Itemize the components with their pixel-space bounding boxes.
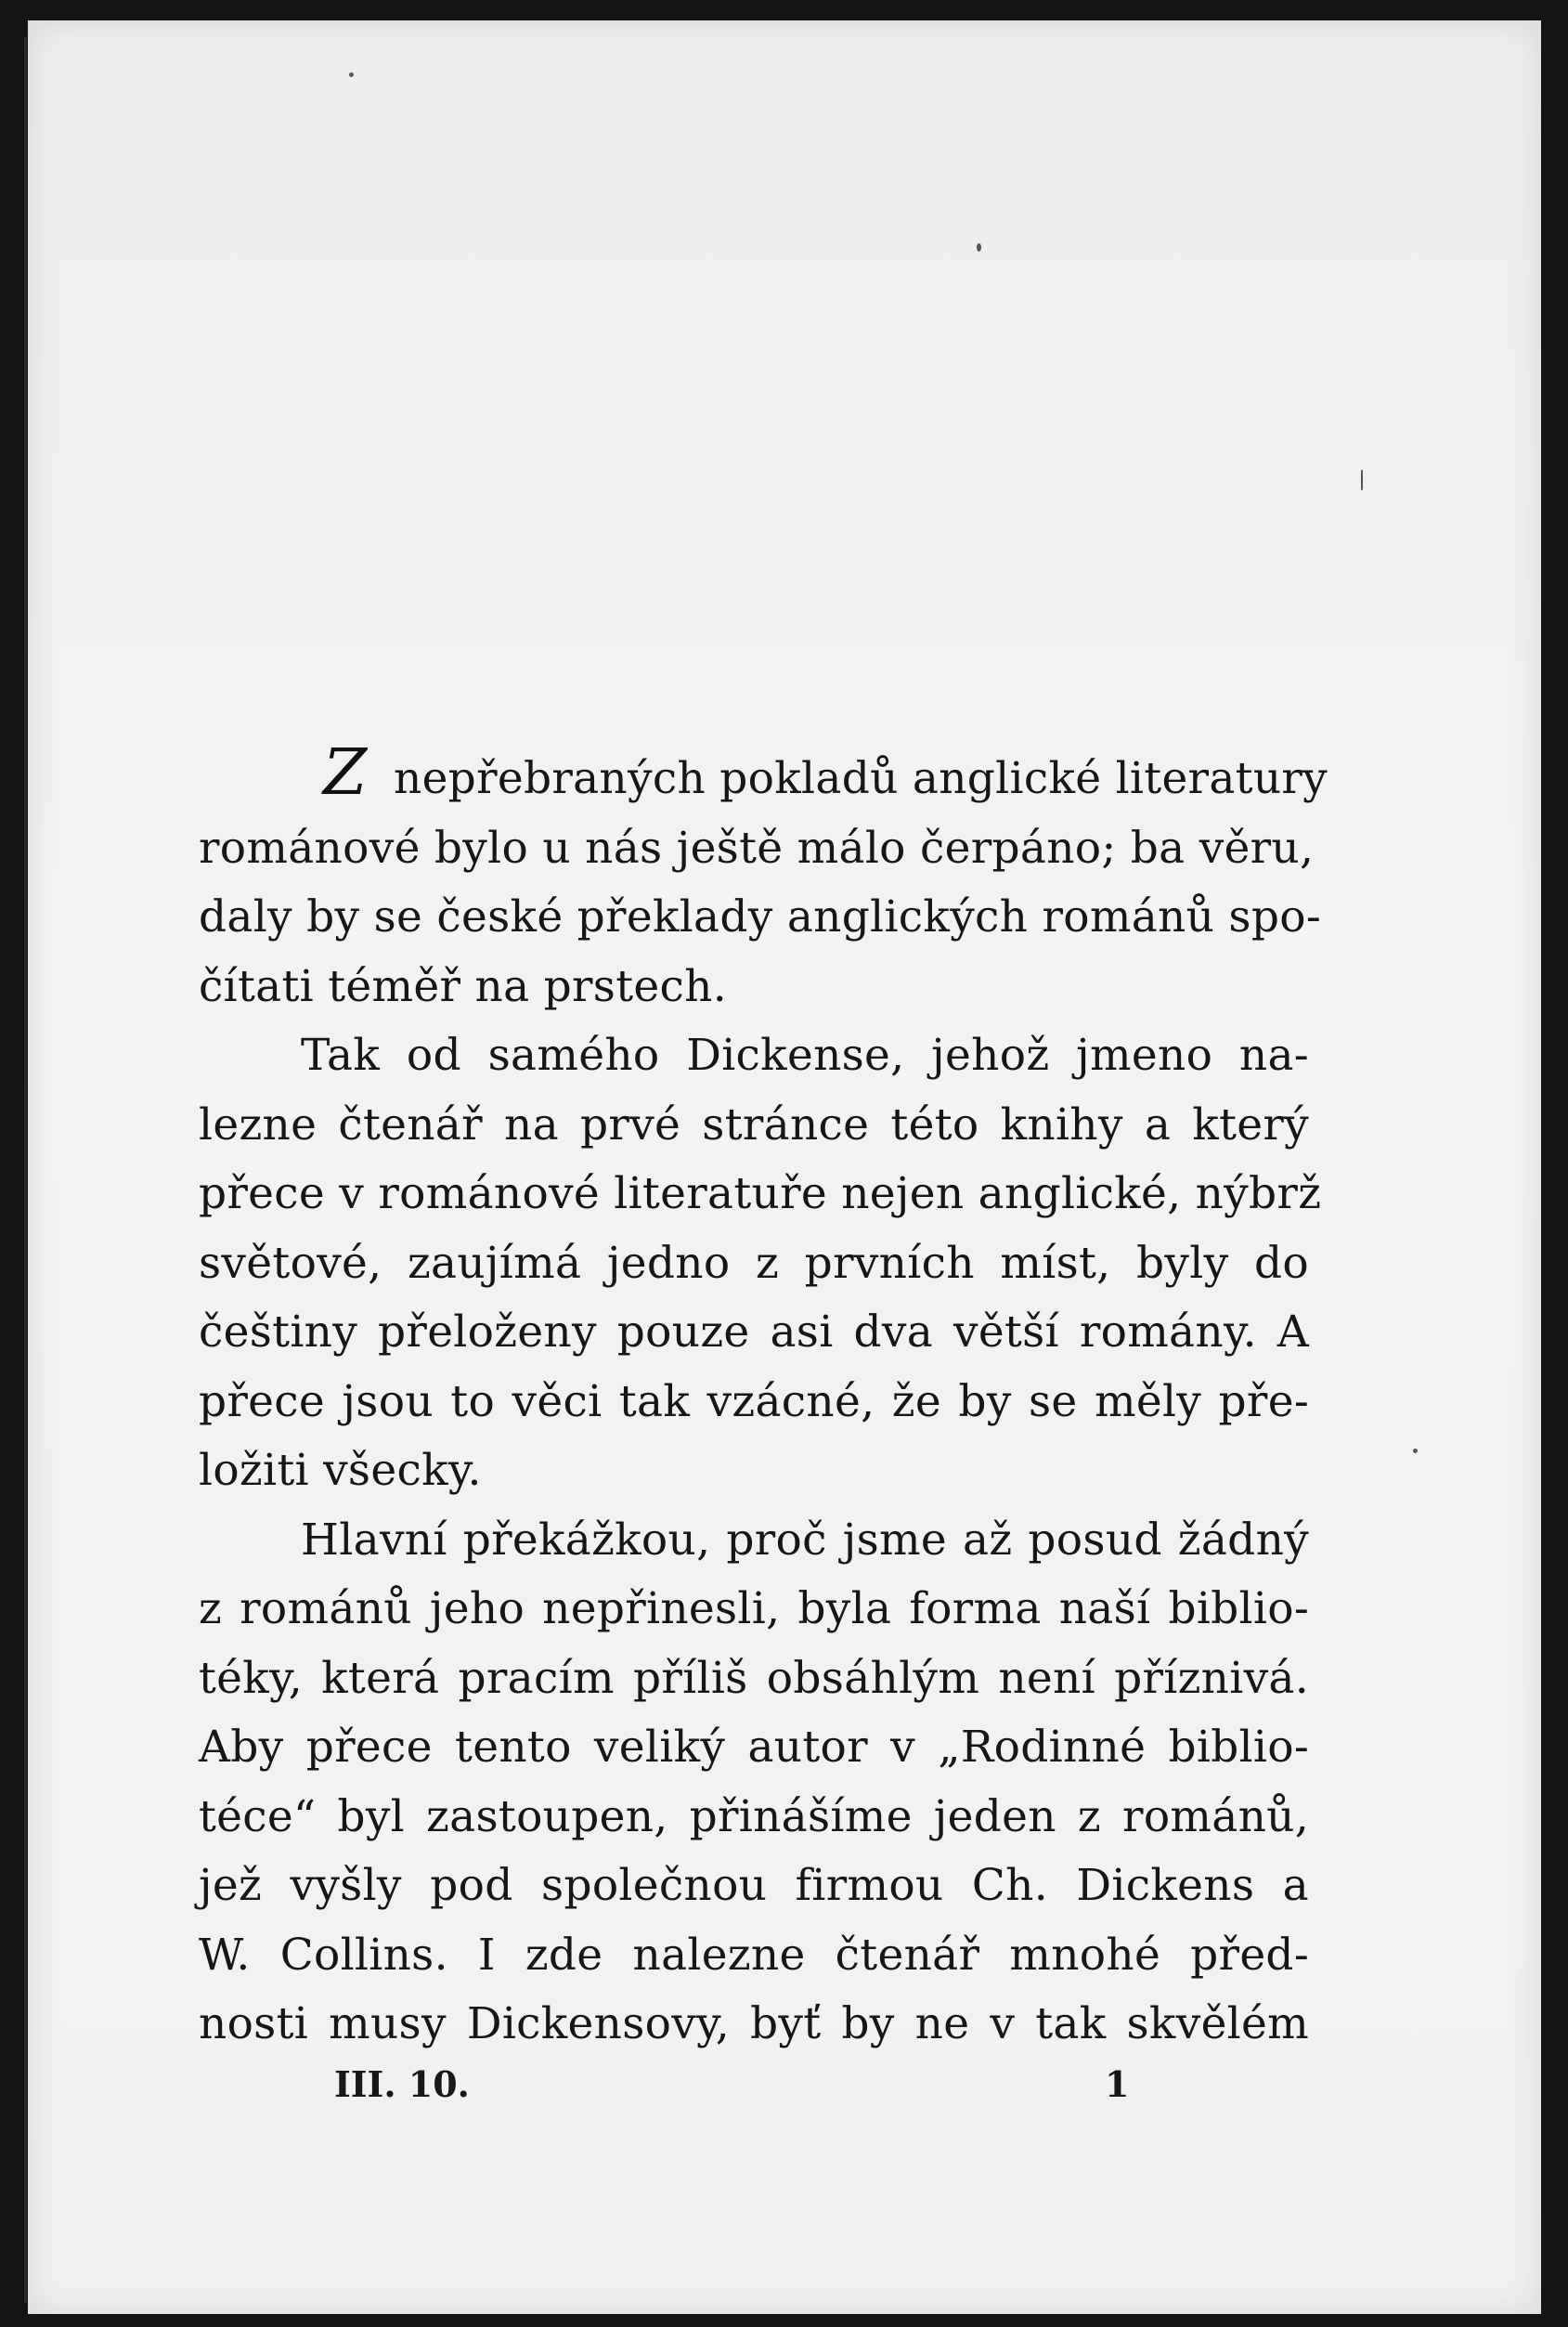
drop-cap: Z [323, 736, 368, 810]
text-line: Hlavní překážkou, proč jsme až posud žádný [301, 1514, 1309, 1566]
text-line: Tak od samého Dickense, jehož jmeno na- [301, 1030, 1309, 1081]
paragraph-2 [199, 1021, 1322, 1506]
text-line: přece v románové literatuře nejen anglické, nýbrž [199, 1168, 1322, 1219]
text-line-content: nepřebraných pokladů anglické literatury [394, 753, 1328, 804]
text-line: téky, která pracím příliš obsáhlým není příznivá. [199, 1652, 1309, 1704]
text-line: lezne čtenář na prvé stránce této knihy a který [199, 1098, 1309, 1150]
binding-edge [24, 37, 27, 2303]
text-line: nosti musy Dickensovy, byť by ne v tak skvělém [199, 1998, 1309, 2049]
paper-speck [349, 72, 354, 77]
text-line: Aby přece tento veliký autor v „Rodinné biblio- [199, 1722, 1309, 1773]
text-line: přece jsou to věci tak vzácné, že by se měly pře- [199, 1375, 1309, 1427]
body-text [199, 736, 1328, 2060]
text-line: ložiti všecky. [199, 1445, 482, 1496]
text-line: z románů jeho nepřinesli, byla forma naší biblio- [199, 1583, 1309, 1634]
text-line: románové bylo u nás ještě málo čerpáno; ba věru, [199, 822, 1315, 874]
text-line: světové, zaujímá jedno z prvních míst, byly do [199, 1237, 1309, 1289]
text-line: jež vyšly pod společnou firmou Ch. Dickens a [199, 1860, 1309, 1911]
text-line [199, 736, 1328, 814]
signature-mark: III. 10. [334, 2063, 470, 2105]
paper-speck [977, 243, 981, 252]
text-line: čítati téměř na prstech. [199, 960, 727, 1012]
paper-speck [1413, 1449, 1418, 1453]
text-line: W. Collins. I zde nalezne čtenář mnohé před- [199, 1929, 1309, 1981]
text-line: téce“ byl zastoupen, přinášíme jeden z románů, [199, 1790, 1309, 1842]
text-line: češtiny přeloženy pouze asi dva větší romány. A [199, 1306, 1309, 1358]
text-line: daly by se české překlady anglických románů spo- [199, 891, 1321, 942]
paragraph-3 [199, 1506, 1309, 2060]
page-number: 1 [1105, 2063, 1130, 2105]
paragraph-1 [199, 736, 1328, 1021]
paper-speck [1361, 470, 1363, 490]
